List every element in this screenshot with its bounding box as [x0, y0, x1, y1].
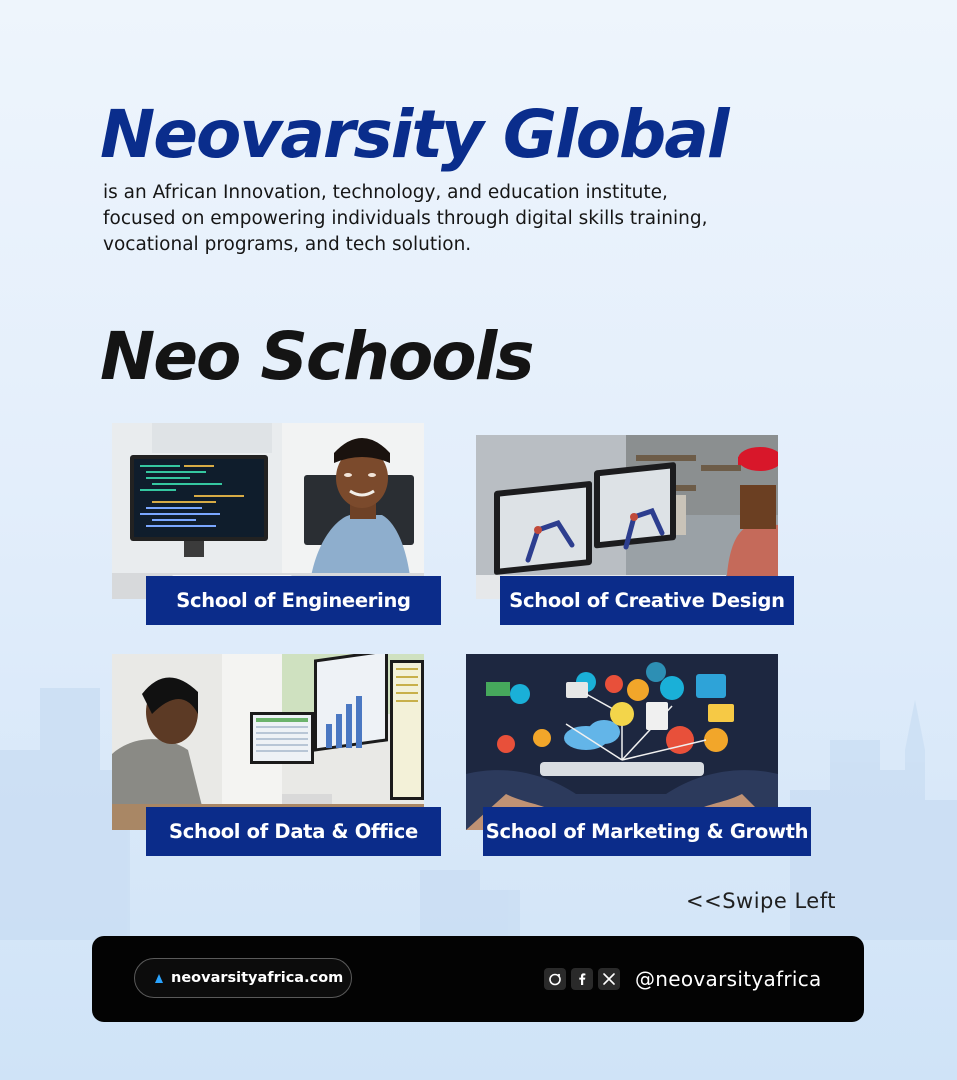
section-title: Neo Schools: [100, 318, 533, 395]
website-url: neovarsityafrica.com: [171, 970, 344, 986]
school-card-data-office[interactable]: [112, 654, 442, 857]
website-link[interactable]: [134, 958, 352, 998]
school-card-marketing-growth[interactable]: [466, 654, 812, 857]
brand-title: Neovarsity Global: [100, 96, 728, 173]
facebook-icon[interactable]: [571, 968, 593, 990]
x-icon[interactable]: [598, 968, 620, 990]
school-card-creative-design[interactable]: [476, 435, 795, 626]
analyst-at-spreadsheets-photo: [112, 654, 424, 830]
designer-at-monitors-photo: [476, 435, 778, 599]
engineer-at-computer-photo: [112, 423, 424, 599]
school-card-engineering[interactable]: [112, 423, 442, 626]
social-handle: @neovarsityafrica: [635, 967, 822, 991]
social-links: [544, 967, 822, 991]
school-label: School of Data & Office: [146, 807, 441, 856]
digital-marketing-icons-photo: [466, 654, 778, 830]
brand-tagline: is an African Innovation, technology, and education institute, focused on empowering individuals through digital skills training, vocational programs, and tech solution.: [103, 182, 708, 255]
school-label: School of Marketing & Growth: [483, 807, 811, 856]
arrow-up-icon: [155, 974, 163, 983]
swipe-hint: <<Swipe Left: [686, 889, 836, 913]
school-label: School of Creative Design: [500, 576, 794, 625]
instagram-icon[interactable]: [544, 968, 566, 990]
school-label: School of Engineering: [146, 576, 441, 625]
footer-bar: [92, 936, 864, 1022]
